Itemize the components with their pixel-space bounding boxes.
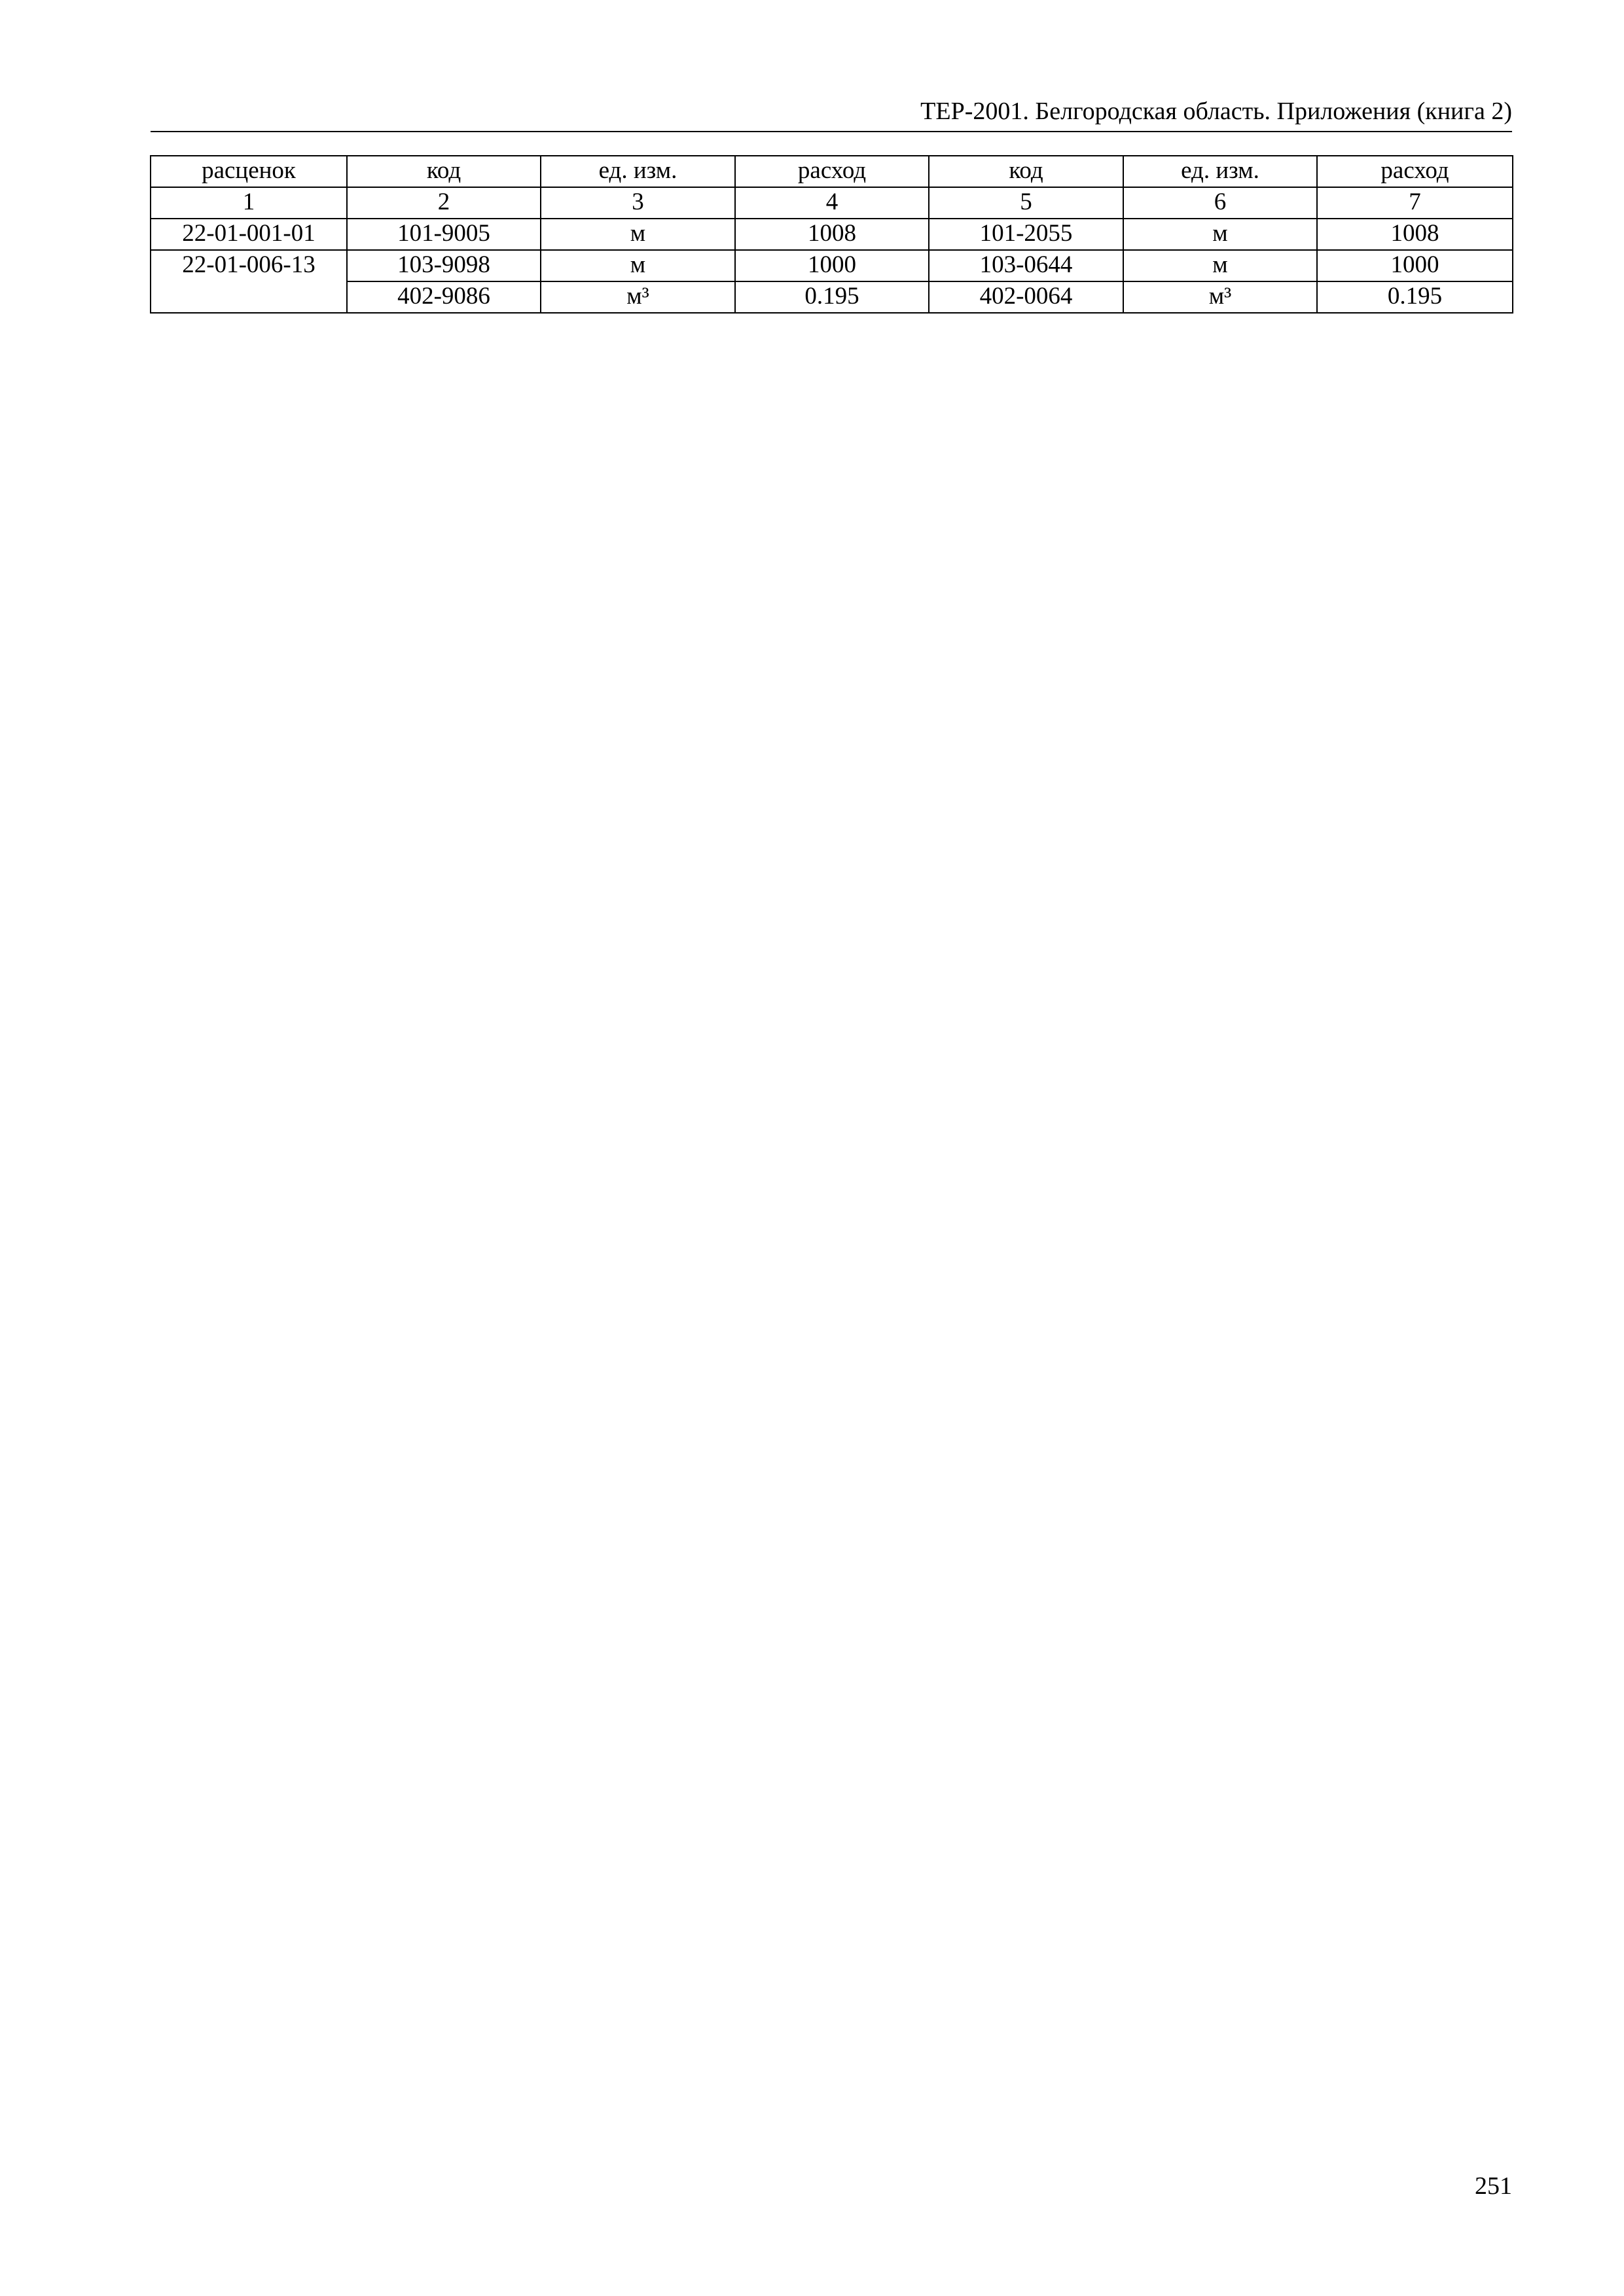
column-header: ед. изм.: [541, 156, 735, 187]
column-number-row: [151, 187, 1513, 219]
consumption-a: 1000: [735, 250, 929, 281]
column-header: расход: [1317, 156, 1513, 187]
material-replacement-table: [150, 155, 1513, 314]
page-number: 251: [1475, 2172, 1512, 2200]
resource-code-a: 101-9005: [347, 219, 541, 250]
rate-code: 22-01-006-13: [151, 250, 347, 281]
rate-code-continuation: [151, 281, 347, 313]
column-header: ед. изм.: [1123, 156, 1317, 187]
column-number: 4: [735, 187, 929, 219]
consumption-b: 1000: [1317, 250, 1513, 281]
unit-a: м: [541, 250, 735, 281]
column-number: 7: [1317, 187, 1513, 219]
running-header: TEP-2001. Белгородская область. Приложения (книга 2): [151, 98, 1512, 132]
consumption-a: 1008: [735, 219, 929, 250]
unit-b: м³: [1123, 281, 1317, 313]
column-header: код: [929, 156, 1123, 187]
column-header: код: [347, 156, 541, 187]
header-row: [151, 156, 1513, 187]
column-number: 5: [929, 187, 1123, 219]
rate-code: 22-01-001-01: [151, 219, 347, 250]
consumption-b: 1008: [1317, 219, 1513, 250]
table-row: [151, 219, 1513, 250]
column-number: 1: [151, 187, 347, 219]
resource-code-a: 103-9098: [347, 250, 541, 281]
unit-a: м: [541, 219, 735, 250]
column-number: 3: [541, 187, 735, 219]
column-header: расход: [735, 156, 929, 187]
unit-b: м: [1123, 219, 1317, 250]
resource-code-b: 101-2055: [929, 219, 1123, 250]
table-row: [151, 281, 1513, 313]
table-row: [151, 250, 1513, 281]
resource-code-a: 402-9086: [347, 281, 541, 313]
unit-b: м: [1123, 250, 1317, 281]
column-number: 6: [1123, 187, 1317, 219]
resource-code-b: 103-0644: [929, 250, 1123, 281]
column-header: расценок: [151, 156, 347, 187]
column-number: 2: [347, 187, 541, 219]
resource-code-b: 402-0064: [929, 281, 1123, 313]
consumption-a: 0.195: [735, 281, 929, 313]
consumption-b: 0.195: [1317, 281, 1513, 313]
unit-a: м³: [541, 281, 735, 313]
